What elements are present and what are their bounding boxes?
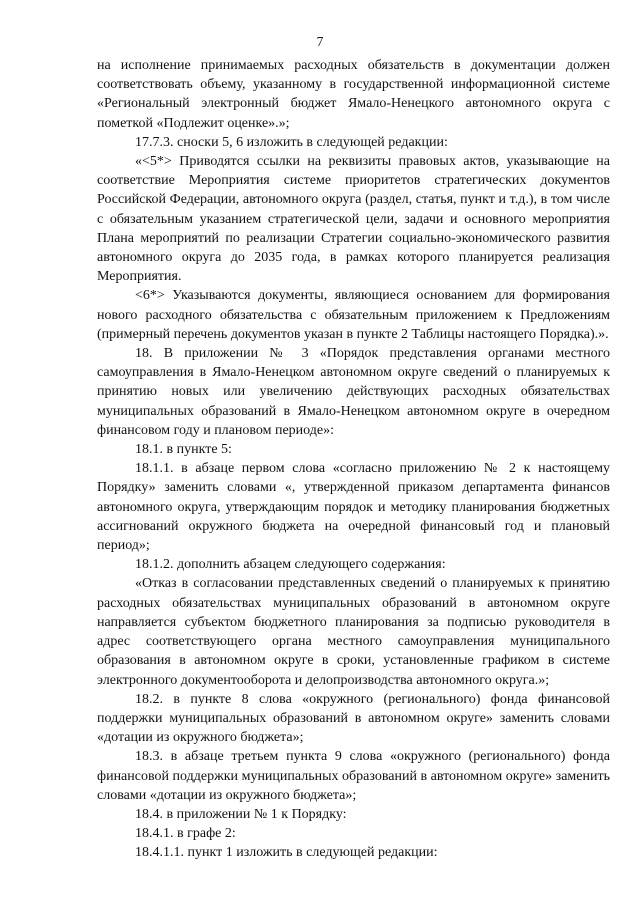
paragraph: 18.4. в приложении № 1 к Порядку: [135,806,347,822]
paragraph: 18.1.2. дополнить абзацем следующего содержания: [135,557,446,573]
paragraph: 18.1.1. в абзаце первом слова «согласно приложению № 2 к настоящему Порядку» заменить словами «, утвержденной приказом департамента финансов автономного округа, утверждающим порядок и методику планирования бюджетных ассигнований окружного бюджета на очередной финансовый год и плановый период»; [97,461,610,554]
paragraph: «<5*> Приводятся ссылки на реквизиты правовых актов, указывающие на соответствие Мероприятия системе приоритетов стратегических документов Российской Федерации, автономного округа (раздел, статья, пункт и т.д.), в том числе с обязательным указанием стратегической цели, задачи и основного мероприятия Плана мероприятий по реализации Стратегии социально-экономического развития автономного округа до 2035 года, в рамках которого планируется реализация Мероприятия. [97,154,610,285]
paragraph: 18.4.1.1. пункт 1 изложить в следующей редакции: [135,845,438,861]
paragraph: 18.4.1. в графе 2: [135,826,236,842]
paragraph: 18.3. в абзаце третьем пункта 9 слова «окружного (регионального) фонда финансовой поддержки муниципальных образований в автономном округе» заменить словами «дотации из окружного бюджета»; [97,749,610,803]
page-number: 7 [316,34,324,49]
paragraph: 17.7.3. сноски 5, 6 изложить в следующей редакции: [135,134,448,150]
paragraph: <6*> Указываются документы, являющиеся основанием для формирования нового расходного обязательства с обязательным приложением к Предложениям (примерный перечень документов указан в пункте 2 Таблицы настоящего Порядка).». [97,288,610,342]
paragraph: 18.1. в пункте 5: [135,442,232,458]
paragraph: 18. В приложении № 3 «Порядок представления органами местного самоуправления в Ямало-Ненецком автономном округе сведений о планируемых к принятию новых или увеличению действующих расходных обязательствах муниципальных образований в Ямало-Ненецком автономном округе в очередном финансовом году и плановом периоде»: [97,346,610,438]
paragraph: «Отказ в согласовании представленных сведений о планируемых к принятию расходных обязательствах муниципальных образований в автономном округе направляется субъектом бюджетного планирования за подписью руководителя в адрес соответствующего органа местного самоуправления муниципального образования в автономном округе в сроки, установленные графиком в системе электронного документооборота и делопроизводства автономного округа.»; [97,576,610,688]
paragraph: на исполнение принимаемых расходных обязательств в документации должен соответствовать объему, указанному в государственной информационной системе «Региональный электронный бюджет Ямало-Ненецкого автономного округа с пометкой «Подлежит оценке».»; [97,58,610,131]
document-body [97,56,610,863]
paragraph: 18.2. в пункте 8 слова «окружного (регионального) фонда финансовой поддержки муниципальных образований в автономном округе» заменить словами «дотации из окружного бюджета»; [97,691,610,746]
